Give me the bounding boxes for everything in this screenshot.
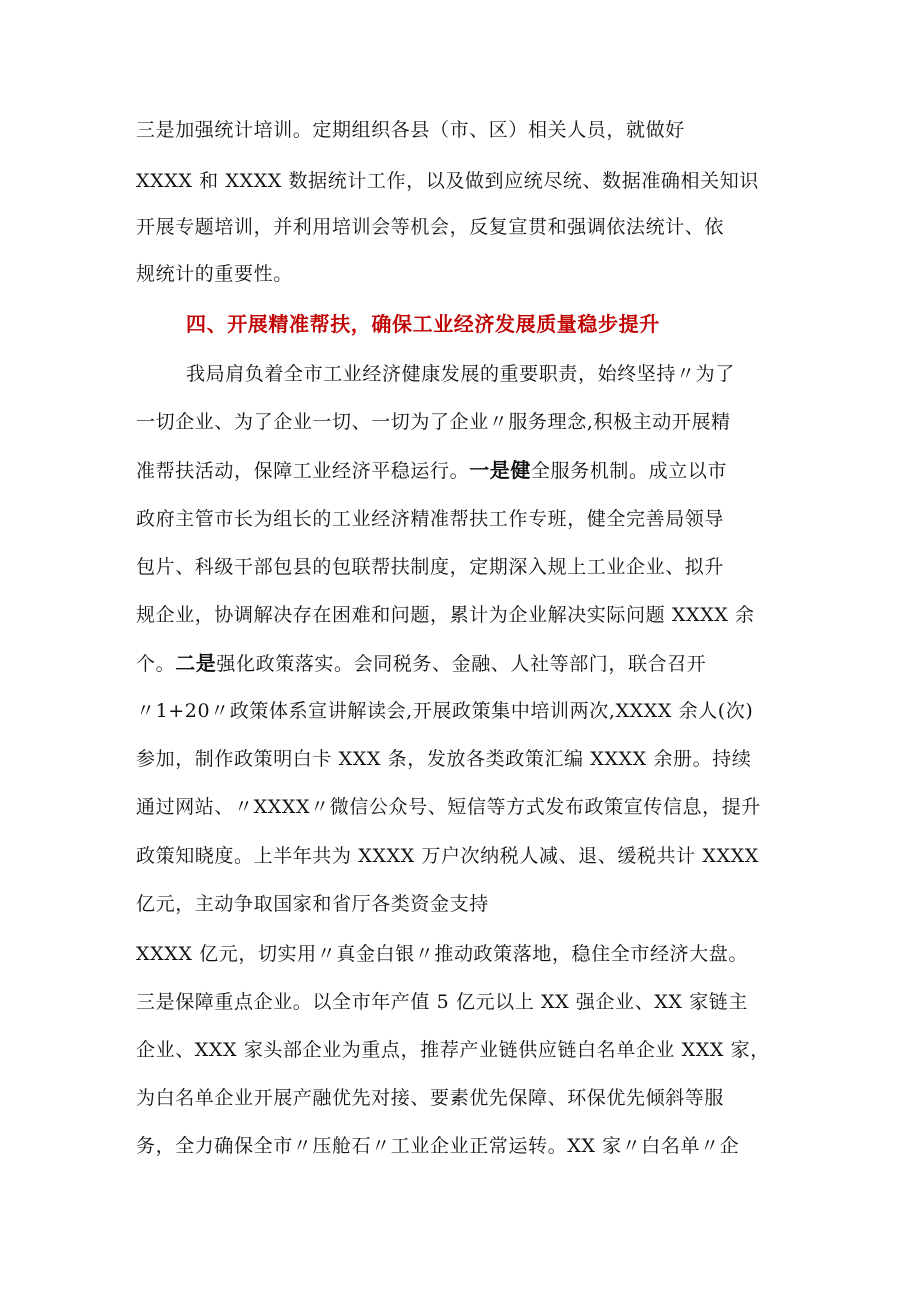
p3-line-5: 务，全力确保全市〃压舱石〃工业企业正常运转。XX 家〃白名单〃企 <box>136 1135 740 1157</box>
section-heading: 四、开展精准帮扶，确保工业经济发展质量稳步提升 <box>186 312 660 336</box>
p1-line-2: XXXX 和 XXXX 数据统计工作，以及做到应统尽统、数据准确相关知识 <box>136 170 759 192</box>
p2-line-7 <box>136 650 796 677</box>
p2-line-7-pre: 个。 <box>136 653 176 675</box>
p3-line-4: 为白名单企业开展产融优先对接、要素优先保障、环保优先倾斜等服 <box>136 1087 725 1109</box>
p2-line-5: 包片、科级干部包县的包联帮扶制度，定期深入规上工业企业、拟升 <box>136 556 725 578</box>
p2-line-4: 政府主管市长为组长的工业经济精准帮扶工作专班，健全完善局领导 <box>136 508 725 530</box>
p2-bold-1: 一是健 <box>469 458 532 482</box>
p2-line-7-post: 强化政策落实。会同税务、金融、人社等部门，联合召开 <box>216 653 707 675</box>
p3-line-1: XXXX 亿元，切实用〃真金白银〃推动政策落地，稳住全市经济大盘。 <box>136 943 748 965</box>
p2-line-10: 通过网站、〃XXXX〃微信公众号、短信等方式发布政策宣传信息，提升 <box>136 796 761 818</box>
p2-line-3-post: 全服务机制。成立以市 <box>531 460 728 482</box>
p2-line-12: 亿元，主动争取国家和省厅各类资金支持 <box>136 893 489 915</box>
p3-line-2: 三是保障重点企业。以全市年产值 5 亿元以上 XX 强企业、XX 家链主 <box>136 991 748 1013</box>
p1-line-1: 三是加强统计培训。定期组织各县（市、区）相关人员，就做好 <box>136 119 685 141</box>
p3-line-3: 企业、XXX 家头部企业为重点，推荐产业链供应链白名单企业 XXX 家， <box>136 1039 770 1061</box>
p2-line-1: 我局肩负着全市工业经济健康发展的重要职责，始终坚持〃为了 <box>186 363 735 385</box>
p2-line-6: 规企业，协调解决存在困难和问题，累计为企业解决实际问题 XXXX 余 <box>136 604 755 626</box>
p2-bold-2: 二是 <box>175 651 217 675</box>
p2-line-11: 政策知晓度。上半年共为 XXXX 万户次纳税人减、退、缓税共计 XXXX <box>136 845 759 867</box>
p2-line-9: 参加，制作政策明白卡 XXX 条，发放各类政策汇编 XXXX 余册。持续 <box>136 748 752 770</box>
p2-line-8: 〃1+20〃政策体系宣讲解读会,开展政策集中培训两次,XXXX 余人(次) <box>136 700 754 722</box>
p2-line-2: 一切企业、为了企业一切、一切为了企业〃服务理念,积极主动开展精 <box>136 411 731 433</box>
p1-line-4: 规统计的重要性。 <box>136 263 293 285</box>
p2-line-3-pre: 准帮扶活动，保障工业经济平稳运行。 <box>136 460 470 482</box>
p2-line-3 <box>136 457 796 484</box>
p1-line-3: 开展专题培训，并利用培训会等机会，反复宣贯和强调依法统计、依 <box>136 216 725 238</box>
